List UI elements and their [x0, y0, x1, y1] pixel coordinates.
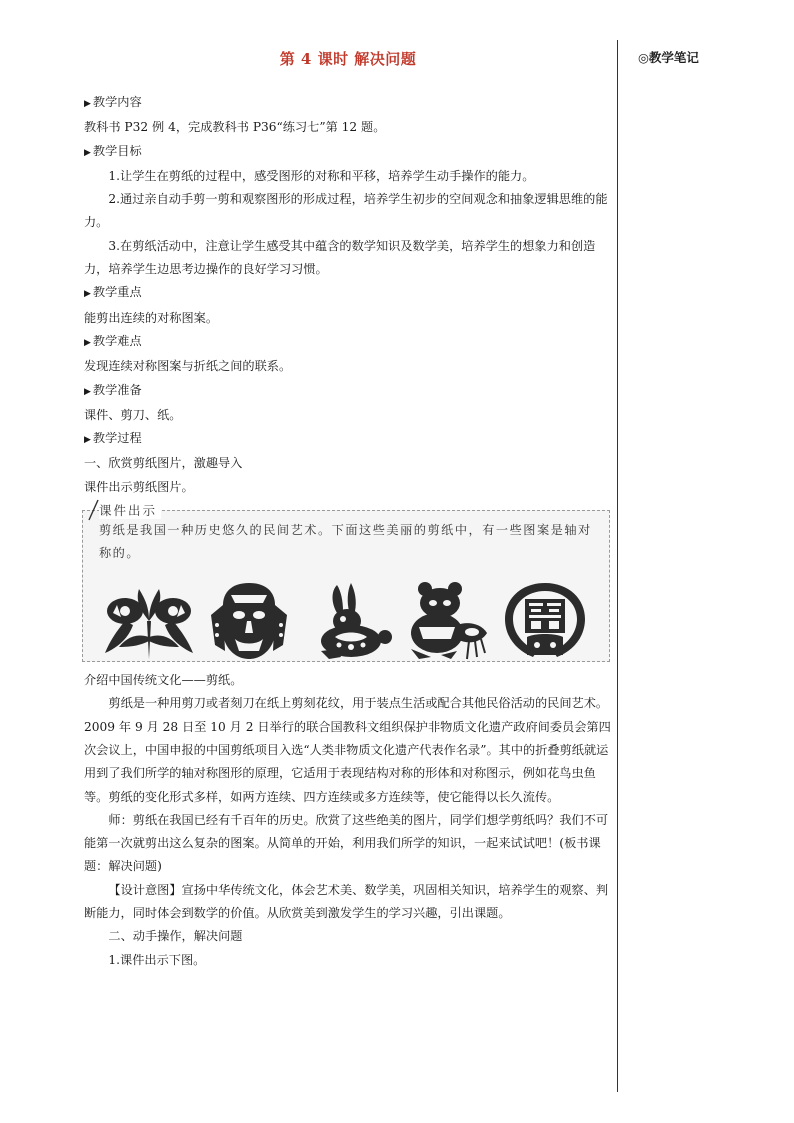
courseware-box [82, 503, 610, 662]
section-heading-difficulty: ▶ 教学难点 [84, 333, 142, 348]
step-1-text: 课件出示剪纸图片。 [84, 479, 194, 494]
key-text: 能剪出连续的对称图案。 [84, 310, 219, 325]
triangle-bullet-icon: ▶ [84, 99, 91, 109]
courseware-text: 剪纸是我国一种历史悠久的民间艺术。下面这些美丽的剪纸中，有一些图案是轴对称的。 [99, 523, 592, 561]
papercut-flowers-image [101, 581, 197, 661]
intro-text: 介绍中国传统文化——剪纸。 [84, 673, 243, 688]
step-2-title: 二、动手操作，解决问题 [108, 929, 243, 944]
papercut-double-happiness-image [497, 581, 593, 661]
page-title: 第 4 课时 解决问题 [279, 50, 417, 68]
pen-slash-icon [87, 499, 99, 521]
design-intent-paragraph: 【设计意图】宣扬中华传统文化，体会艺术美、数学美，巩固相关知识，培养学生的观察、判断能力，同时体会到数学的价值。从欣赏美到激发学生的学习兴趣，引出课题。 [84, 882, 609, 921]
difficulty-text: 发现连续对称图案与折纸之间的联系。 [84, 359, 292, 374]
goal-3: 3.在剪纸活动中，注意让学生感受其中蕴含的数学知识及数学美，培养学生的想象力和创造力，培养学生边思考边操作的良好学习习惯。 [84, 238, 596, 277]
section-heading-process: ▶ 教学过程 [84, 431, 142, 446]
notes-divider [617, 40, 618, 1092]
prep-text: 课件、剪刀、纸。 [84, 407, 182, 422]
triangle-bullet-icon: ▶ [84, 337, 91, 348]
section-heading-content: ▶ 教学内容 [84, 95, 142, 109]
section-heading-goals: ▶ 教学目标 [84, 143, 142, 158]
step-2-text: 1.课件出示下图。 [108, 952, 206, 967]
step-1-title: 一、欣赏剪纸图片，激趣导入 [84, 456, 243, 471]
courseware-label: 课件出示 [99, 501, 161, 519]
goal-1: 1.让学生在剪纸的过程中，感受图形的对称和平移，培养学生动手操作的能力。 [108, 168, 535, 183]
triangle-bullet-icon: ▶ [84, 386, 91, 397]
section-heading-prep: ▶ 教学准备 [84, 382, 142, 397]
content-text: 教科书 P32 例 4，完成教科书 P36“练习七”第 12 题。 [84, 120, 386, 135]
triangle-bullet-icon: ▶ [84, 435, 91, 446]
triangle-bullet-icon: ▶ [84, 289, 91, 300]
papercut-opera-mask-image [201, 581, 297, 661]
section-heading-key: ▶ 教学重点 [84, 285, 142, 300]
goal-2: 2.通过亲自动手剪一剪和观察图形的形成过程，培养学生初步的空间观念和抽象逻辑思维的能力。 [84, 192, 608, 230]
teacher-paragraph: 师：剪纸在我国已经有千百年的历史。欣赏了这些绝美的图片，同学们想学剪纸吗？我们不可能第一次就剪出这么复杂的图案。从简单的开始，利用我们所学的知识，一起来试试吧！(板书课题：解决问题) [84, 812, 609, 874]
papercut-panda-image [397, 581, 493, 661]
teaching-notes-label: ◎教学笔记 [638, 50, 699, 65]
triangle-bullet-icon: ▶ [84, 147, 91, 158]
history-paragraph: 剪纸是一种用剪刀或者刻刀在纸上剪刻花纹，用于装点生活或配合其他民俗活动的民间艺术。2009 年 9 月 28 日至 10 月 2 日举行的联合国教科文组织保护非物质文化遗产政府间委员会第四次会议上，中国申报的中国剪纸项目入选“人类非物质文化遗产代表作名录”。其中的折叠剪纸就运用到了我们所学的轴对称图形的原理，它适用于表现结构对称的形体和对称图示，例如花鸟虫鱼等。剪纸的变化形式多样，如两方连续、四方连续或多方连续等，使它能得以长久流传。 [84, 696, 611, 804]
papercut-rabbit-image [301, 581, 397, 661]
main-content [84, 48, 612, 972]
